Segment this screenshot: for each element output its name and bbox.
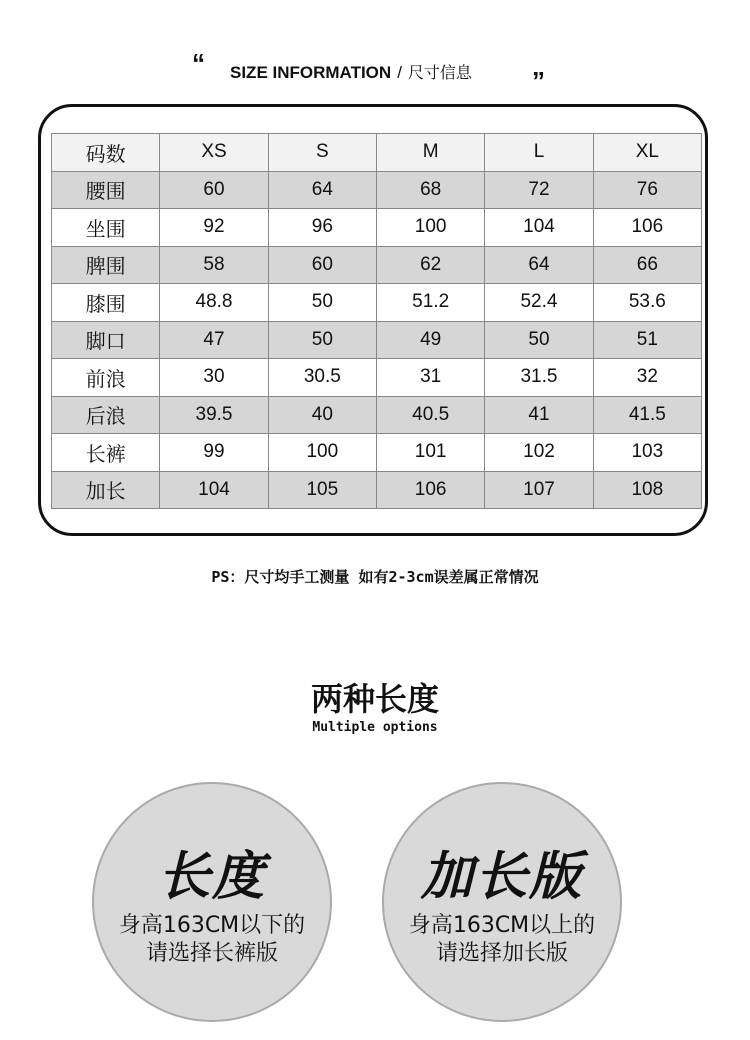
table-cell: 32	[593, 359, 701, 397]
header-cell-xs: XS	[160, 134, 268, 172]
title-en: SIZE INFORMATION	[230, 63, 392, 82]
option-name: 长度	[157, 847, 266, 907]
table-cell: 50	[268, 284, 376, 322]
table-header-row	[52, 134, 702, 172]
options-subtitle: Multiple options	[312, 720, 438, 735]
table-cell: 39.5	[160, 396, 268, 434]
row-label: 加长	[52, 471, 160, 509]
table-cell: 107	[485, 471, 593, 509]
table-cell: 40	[268, 396, 376, 434]
header-cell-l: L	[485, 134, 593, 172]
row-label: 腰围	[52, 171, 160, 209]
table-cell: 96	[268, 209, 376, 247]
row-label: 脾围	[52, 246, 160, 284]
table-row	[52, 171, 702, 209]
table-cell: 41	[485, 396, 593, 434]
header-cell-s: S	[268, 134, 376, 172]
size-info-title	[230, 60, 472, 83]
table-cell: 31	[376, 359, 484, 397]
title-separator: /	[397, 63, 402, 82]
measurement-note: PS：尺寸均手工测量 如有2-3cm误差属正常情况	[211, 568, 539, 586]
table-cell: 62	[376, 246, 484, 284]
table-cell: 58	[160, 246, 268, 284]
table-cell: 31.5	[485, 359, 593, 397]
header-cell-size: 码数	[52, 134, 160, 172]
table-cell: 68	[376, 171, 484, 209]
row-label: 长裤	[52, 434, 160, 472]
table-cell: 106	[593, 209, 701, 247]
close-quote-mark: ”	[532, 66, 542, 96]
table-cell: 103	[593, 434, 701, 472]
table-cell: 30.5	[268, 359, 376, 397]
table-cell: 51	[593, 321, 701, 359]
table-cell: 52.4	[485, 284, 593, 322]
table-cell: 51.2	[376, 284, 484, 322]
title-cn: 尺寸信息	[407, 65, 472, 82]
option-regular-circle	[92, 782, 332, 1022]
table-cell: 101	[376, 434, 484, 472]
table-cell: 60	[268, 246, 376, 284]
option-line-1: 身高163CM以上的	[408, 913, 596, 938]
table-cell: 66	[593, 246, 701, 284]
table-cell: 102	[485, 434, 593, 472]
table-cell: 50	[268, 321, 376, 359]
row-label: 后浪	[52, 396, 160, 434]
table-cell: 100	[268, 434, 376, 472]
size-info-header	[0, 40, 750, 100]
option-name: 加长版	[420, 847, 583, 907]
option-line-2: 请选择加长版	[435, 941, 568, 966]
table-row	[52, 396, 702, 434]
table-row	[52, 321, 702, 359]
table-cell: 64	[485, 246, 593, 284]
table-row	[52, 359, 702, 397]
table-cell: 50	[485, 321, 593, 359]
table-cell: 49	[376, 321, 484, 359]
row-label: 膝围	[52, 284, 160, 322]
table-cell: 106	[376, 471, 484, 509]
table-cell: 64	[268, 171, 376, 209]
table-cell: 92	[160, 209, 268, 247]
row-label: 前浪	[52, 359, 160, 397]
table-row	[52, 471, 702, 509]
table-cell: 72	[485, 171, 593, 209]
option-extended-circle	[382, 782, 622, 1022]
header-cell-xl: XL	[593, 134, 701, 172]
table-cell: 104	[485, 209, 593, 247]
table-row	[52, 434, 702, 472]
row-label: 坐围	[52, 209, 160, 247]
table-row	[52, 284, 702, 322]
table-cell: 48.8	[160, 284, 268, 322]
option-line-1: 身高163CM以下的	[118, 913, 306, 938]
table-cell: 105	[268, 471, 376, 509]
header-cell-m: M	[376, 134, 484, 172]
size-table	[51, 133, 702, 509]
option-line-2: 请选择长裤版	[145, 941, 278, 966]
options-title: 两种长度	[310, 680, 439, 718]
table-cell: 100	[376, 209, 484, 247]
table-cell: 53.6	[593, 284, 701, 322]
table-cell: 108	[593, 471, 701, 509]
table-cell: 41.5	[593, 396, 701, 434]
table-cell: 47	[160, 321, 268, 359]
open-quote-mark: “	[192, 48, 202, 78]
table-cell: 60	[160, 171, 268, 209]
table-row	[52, 246, 702, 284]
table-cell: 104	[160, 471, 268, 509]
table-cell: 76	[593, 171, 701, 209]
table-cell: 99	[160, 434, 268, 472]
table-cell: 30	[160, 359, 268, 397]
row-label: 脚口	[52, 321, 160, 359]
table-cell: 40.5	[376, 396, 484, 434]
table-row	[52, 209, 702, 247]
